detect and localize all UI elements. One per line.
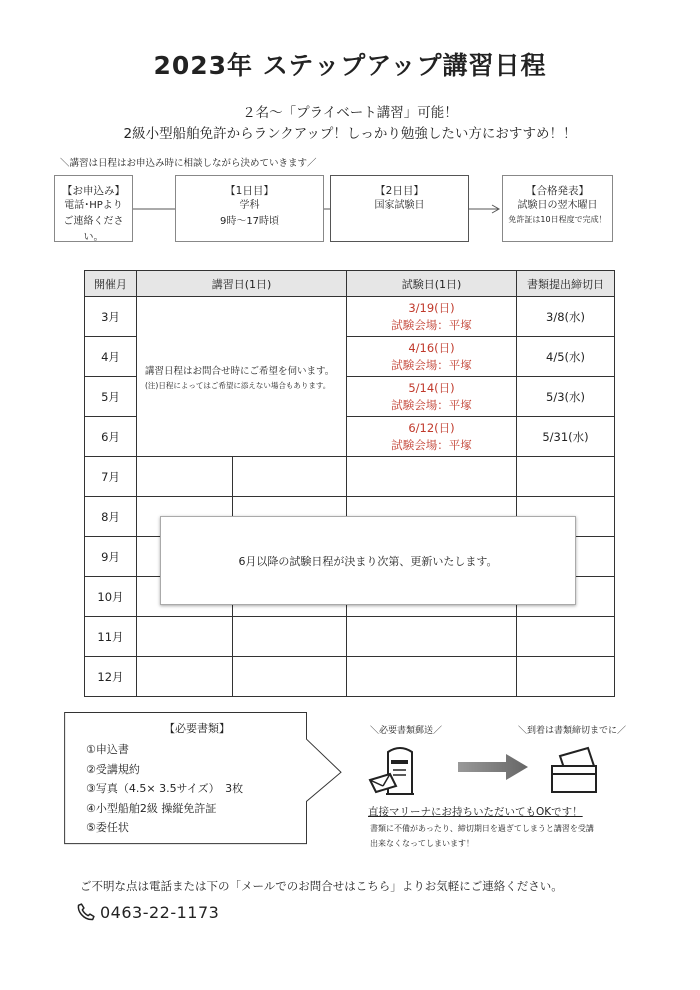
empty-cell (517, 617, 615, 657)
flow-step-day1 (175, 175, 324, 242)
flow-step-day1-heading: 【1日目】 (225, 185, 274, 197)
month-cell: 12月 (85, 657, 137, 697)
empty-cell (137, 457, 233, 497)
subtitle-private: ２名～「プライベート講習」可能！ (242, 105, 458, 121)
exam-cell (347, 337, 517, 377)
flow-step-day1-line2: 9時～17時頃 (219, 216, 280, 227)
exam-place: 試験会場：平塚 (391, 357, 472, 372)
warning-line1: 書類に不備があったり、締切期日を過ぎてしまうと講習を受講 (370, 824, 594, 833)
exam-place: 試験会場：平塚 (391, 437, 472, 452)
empty-cell (137, 617, 233, 657)
lecture-caveat: (注)日程によってはご希望に添えない場合もあります。 (145, 380, 331, 390)
direct-delivery-note: 直接マリーナにお持ちいただいてもOKです！ (368, 806, 583, 818)
header-deadline: 書類提出締切日 (517, 271, 615, 297)
flow-step-apply (54, 175, 133, 242)
empty-cell (233, 617, 347, 657)
month-cell: 6月 (85, 417, 137, 457)
flow-step-day2 (330, 175, 469, 242)
docs-item: ①申込書 (86, 743, 129, 756)
schedule-table (84, 270, 615, 697)
exam-place: 試験会場：平塚 (391, 317, 472, 332)
deadline-cell: 5/31(水) (517, 417, 615, 457)
flow-step-apply-heading: 【お申込み】 (62, 185, 125, 197)
empty-cell (233, 457, 347, 497)
phone-icon (76, 902, 96, 922)
flow-step-result-line1: 試験日の翌木曜日 (517, 200, 598, 211)
exam-cell (347, 417, 517, 457)
contact-text: ご不明な点は電話または下の「メールでのお問合せはこちら」よりお気軽にご連絡ください。 (80, 879, 563, 893)
arrow-right-icon (456, 752, 530, 782)
flow-step-day2-heading: 【2日目】 (375, 185, 424, 197)
deadline-cell: 3/8(水) (517, 297, 615, 337)
exam-date: 4/16(日) (408, 340, 455, 355)
empty-cell (137, 657, 233, 697)
deadline-cell: 4/5(水) (517, 337, 615, 377)
table-row (85, 657, 615, 697)
empty-cell (517, 457, 615, 497)
empty-cell (517, 657, 615, 697)
flow-step-apply-line2: ご連絡ください。 (63, 216, 124, 243)
schedule-note: ＼講習は日程はお申込み時に相談しながら決めていきます／ (60, 158, 317, 169)
month-cell: 11月 (85, 617, 137, 657)
docs-item: ②受講規約 (86, 762, 140, 776)
empty-cell (347, 657, 517, 697)
subtitle-rankup: 2級小型船舶免許からランクアップ！しっかり勉強したい方におすすめ！！ (123, 126, 577, 142)
docs-title: 【必要書類】 (164, 722, 230, 735)
month-cell: 3月 (85, 297, 137, 337)
open-box-icon (548, 744, 602, 796)
phone-number[interactable]: 0463-22-1173 (100, 903, 220, 922)
exam-date: 3/19(日) (408, 300, 455, 315)
mail-label: ＼必要書類郵送／ (370, 726, 443, 736)
lecture-merged-cell (137, 297, 347, 457)
month-cell: 7月 (85, 457, 137, 497)
flow-step-result-heading: 【合格発表】 (526, 185, 589, 197)
exam-place: 試験会場：平塚 (391, 397, 472, 412)
postbox-icon (366, 746, 432, 800)
flow-step-result-line2: 免許証は10日程度で完成！ (508, 215, 607, 224)
flow-step-day2-line1: 国家試験日 (374, 200, 425, 211)
month-cell: 8月 (85, 497, 137, 537)
flow-step-day1-line1: 学科 (239, 200, 260, 211)
month-cell: 4月 (85, 337, 137, 377)
table-header-row (85, 271, 615, 297)
exam-date: 6/12(日) (408, 420, 455, 435)
arrive-label: ＼到着は書類締切までに／ (518, 726, 627, 736)
empty-cell (233, 657, 347, 697)
month-cell: 5月 (85, 377, 137, 417)
docs-list (86, 740, 243, 838)
flow-step-apply-line1: 電話･HPより (64, 200, 123, 211)
docs-item: ④小型船舶2級 操縦免許証 (86, 801, 217, 815)
table-row (85, 617, 615, 657)
docs-item: ③写真（4.5× 3.5サイズ） 3枚 (86, 782, 244, 795)
deadline-cell: 5/3(水) (517, 377, 615, 417)
exam-cell (347, 297, 517, 337)
header-exam-day: 試験日(1日) (347, 271, 517, 297)
month-cell: 9月 (85, 537, 137, 577)
flow-step-result (502, 175, 613, 242)
warning-line2: 出来なくなってしまいます！ (370, 839, 474, 848)
page-title: 2023年 ステップアップ講習日程 (153, 51, 547, 80)
empty-cell (347, 617, 517, 657)
empty-cell (347, 457, 517, 497)
month-cell: 10月 (85, 577, 137, 617)
docs-item: ⑤委任状 (86, 821, 129, 834)
table-row (85, 297, 615, 337)
header-lecture-day: 講習日(1日) (137, 271, 347, 297)
header-month: 開催月 (85, 271, 137, 297)
table-row (85, 457, 615, 497)
lecture-note: 講習日程はお問合せ時にご希望を伺います。 (145, 365, 335, 377)
exam-date: 5/14(日) (408, 380, 455, 395)
update-notice: 6月以降の試験日程が決まり次第、更新いたします。 (160, 516, 576, 605)
exam-cell (347, 377, 517, 417)
